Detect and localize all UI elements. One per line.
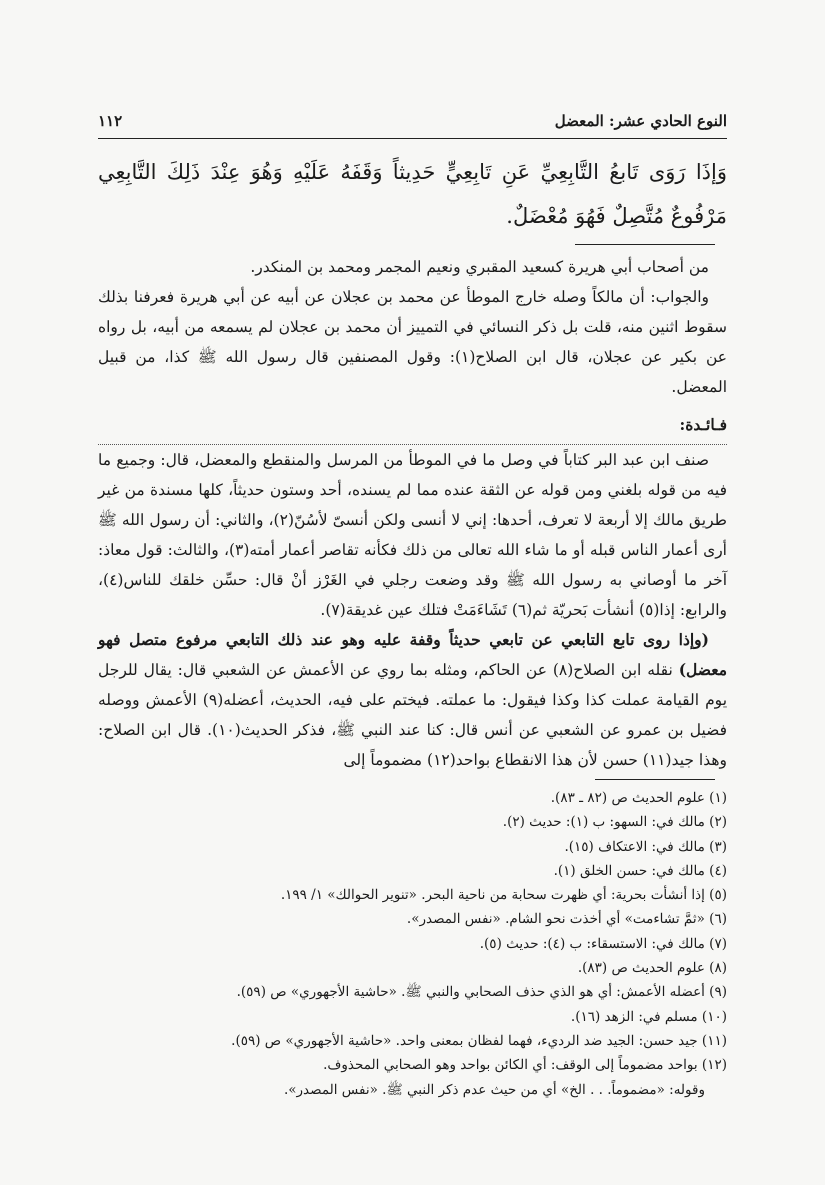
paragraph-3: صنف ابن عبد البر كتاباً في وصل ما في الموطأ من المرسل والمنقطع والمعضل، قال: وجميع ما فيه من قوله بلغني ومن قوله عن الثقة عنده مما لم يسنده، أحد وستون حديثاً، كلها مسندة من غير طريق مالك إلا أربعة لا تعرف، أحدها: إني لا أنسى ولكن أنسىّ لأسُنّ(٢)، والثاني: أن رسول الله ﷺ أرى أعمار الناس قبله أو ما شاء الله تعالى من ذلك فكأنه تقاصر أعمار أمته(٣)، والثالث: قول معاذ: آخر ما أوصاني به رسول الله ﷺ وقد وضعت رجلي في الغَرْز أنْ قال: حسِّن خلقك للناس(٤)، والرابع: إذا(٥) أنشأت بَحريّة ثم(٦) تَشَاءَمَتْ فتلك عين غديقة(٧). xyxy=(98,451,727,619)
paragraph-1: من أصحاب أبي هريرة كسعيد المقبري ونعيم المجمر ومحمد بن المنكدر. xyxy=(250,258,709,276)
footnotes xyxy=(98,786,727,1102)
header-rule xyxy=(98,138,727,139)
chapter-title: النوع الحادي عشر: المعضل xyxy=(554,112,727,130)
footnote: (١) علوم الحديث ص (٨٢ ـ ٨٣). xyxy=(550,790,727,806)
footnote-continuation: وقوله: «مضموماً. . . الخ» أي من حيث عدم ذكر النبي ﷺ. «نفس المصدر». xyxy=(283,1081,705,1098)
page-number: ١١٢ xyxy=(98,112,123,130)
footnote: (٩) أعضله الأعمش: أي هو الذي حذف الصحابي والنبي ﷺ. «حاشية الأجهوري» ص (٥٩). xyxy=(236,984,727,1001)
footnote: (١٠) مسلم في: الزهد (١٦). xyxy=(570,1008,727,1025)
footnote: (٦) «ثمَّ تشاءمت» أي أخذت نحو الشام. «نفس المصدر». xyxy=(406,911,727,928)
paragraph-4-rest: نقله ابن الصلاح(٨) عن الحاكم، ومثله بما روي عن الأعمش عن الشعبي قال: يقال للرجل يوم القيامة عملت كذا وكذا فيقول: ما عملته. فيختم على فيه، الحديث، أعضله(٩) الأعمش ووصله فضيل بن عمرو عن الشعبي عن أنس قال: كنا عند النبي ﷺ، فذكر الحديث(١٠). قال ابن الصلاح: وهذا جيد(١١) حسن لأن هذا الانقطاع بواحد(١٢) مضموماً إلى xyxy=(98,661,728,769)
running-header xyxy=(98,108,727,134)
footnote: (٨) علوم الحديث ص (٨٣). xyxy=(577,960,727,977)
main-text xyxy=(98,252,727,775)
paragraph-2: والجواب: أن مالكاً وصله خارج الموطأ عن محمد بن عجلان عن أبيه عن أبي هريرة فعرفنا بذلك سقوط اثنين منه، قلت بل ذكر النسائي في التمييز أن محمد بن عجلان لم يسمعه من أبيه، بل رواه عن بكير عن عجلان، قال ابن الصلاح(١): وقول المصنفين قال رسول الله ﷺ كذا، من قبيل المعضل. xyxy=(98,288,727,396)
footnote: (٤) مالك في: حسن الخلق (١). xyxy=(553,862,727,879)
footnote: (٧) مالك في: الاستسقاء: ب (٤): حديث (٥). xyxy=(479,935,727,952)
footnote: (٢) مالك في: السهو: ب (١): حديث (٢). xyxy=(502,814,727,831)
paragraph-4 xyxy=(98,625,727,775)
paragraph-4-bold: (وإذا روى تابع التابعي عن تابعي حديثاً وقفة عليه وهو عند ذلك التابعي مرفوع متصل فهو معضل) xyxy=(98,630,727,679)
footnote: (٥) إذا أنشأت بحرية: أي ظهرت سحابة من ناحية البحر. «تنوير الحوالك» ١/ ١٩٩. xyxy=(280,887,727,904)
verse-separator xyxy=(575,244,715,245)
section-title: فـائـدة: xyxy=(679,415,727,434)
footnote-rule xyxy=(595,779,715,780)
footnote: (١١) جيد حسن: الجيد ضد الرديء، فهما لفظان بمعنى واحد. «حاشية الأجهوري» ص (٥٩). xyxy=(231,1032,727,1049)
footnote: (١٢) بواحد مضموماً إلى الوقف: أي الكائن بواحد وهو الصحابي المحذوف. xyxy=(323,1057,727,1074)
footnote: (٣) مالك في: الاعتكاف (١٥). xyxy=(564,838,727,855)
verse-text: وَإذَا رَوَى تَابعُ التَّابِعِيِّ عَنِ تَابِعِيٍّ حَدِيثاً وَقَفَهُ عَلَيْهِ وَهُوَ عِنْدَ ذَلِكَ التَّابِعِي مَرْفُوعٌ مُتَّصِلٌ فَهُوَ مُعْضَلٌ. xyxy=(98,160,727,228)
